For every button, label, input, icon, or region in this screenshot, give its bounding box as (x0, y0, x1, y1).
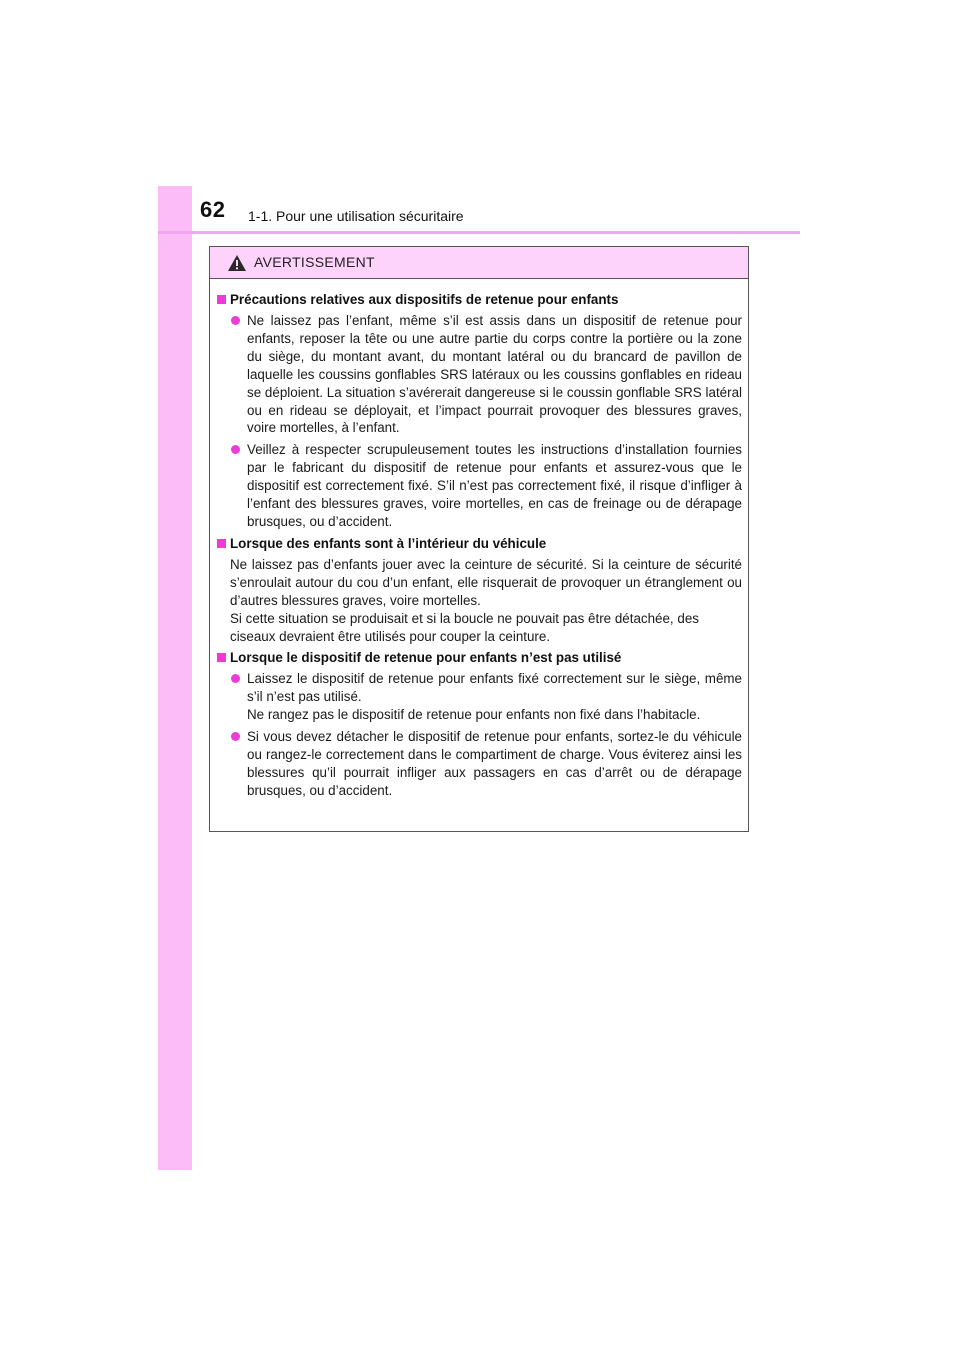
square-bullet-icon (217, 653, 226, 662)
section-heading (216, 291, 742, 309)
paragraph-text: Ne laissez pas d’enfants jouer avec la ceinture de sécurité. Si la ceinture de sécurité s’enroulait autour du cou d’un enfant, elle risquerait de provoquer un étranglement ou d’autres blessures graves, voire mortelles. (230, 556, 742, 608)
round-bullet-icon (231, 732, 240, 741)
list-item (216, 441, 742, 531)
list-item-text: Laissez le dispositif de retenue pour enfants fixé correctement sur le siège, même s’il n’est pas utilisé. (247, 671, 742, 705)
paragraph (216, 610, 742, 646)
section-heading (216, 535, 742, 553)
warning-box (209, 246, 749, 832)
list-item-text: Si vous devez détacher le dispositif de retenue pour enfants, sortez-le du véhicule ou rangez-le correctement dans le compartiment de charge. Vous éviterez ainsi les blessures qu’il pourrait infliger aux passagers en cas d’arrêt ou de dérapage brusques, ou d’accident. (247, 729, 742, 798)
warning-header (210, 247, 748, 279)
warning-triangle-icon (227, 254, 247, 272)
section-heading (216, 649, 742, 667)
section-heading-text: Lorsque des enfants sont à l’intérieur du véhicule (230, 535, 547, 551)
section-title: 1-1. Pour une utilisation sécuritaire (248, 208, 464, 224)
list-item-text-extra: Ne rangez pas le dispositif de retenue pour enfants non fixé dans l’habitacle. (247, 707, 701, 723)
list-item (216, 728, 742, 800)
round-bullet-icon (231, 316, 240, 325)
section-heading-text: Précautions relatives aux dispositifs de retenue pour enfants (230, 292, 619, 307)
section-heading-text: Lorsque le dispositif de retenue pour enfants n’est pas utilisé (230, 650, 622, 666)
square-bullet-icon (217, 539, 226, 548)
warning-label: AVERTISSEMENT (254, 254, 375, 270)
paragraph (216, 556, 742, 610)
square-bullet-icon (217, 295, 226, 304)
paragraph-text: Si cette situation se produisait et si la boucle ne pouvait pas être détachée, des ciseaux devraient être utilisés pour couper la ceinture. (230, 610, 699, 644)
list-item (216, 312, 742, 437)
page-number: 62 (200, 197, 226, 222)
side-color-strip (158, 186, 192, 1170)
list-item-text: Veillez à respecter scrupuleusement toutes les instructions d’installation fournies par le fabricant du dispositif de retenue pour enfants et assurez-vous que le dispositif est correctement fixé. S’il n’est pas correctement fixé, il risque d’infliger à l’enfant des blessures graves, voire mortelles, en cas de freinage ou de dérapage brusques, ou d’accident. (247, 442, 742, 529)
warning-content (210, 279, 748, 800)
round-bullet-icon (231, 674, 240, 683)
round-bullet-icon (231, 445, 240, 454)
list-item (216, 670, 742, 724)
list-item-text: Ne laissez pas l’enfant, même s’il est assis dans un dispositif de retenue pour enfants, reposer la tête ou une autre partie du corps contre la portière ou la zone du siège, du montant avant, du montant latéral ou du brancard de pavillon de laquelle les coussins gonflables SRS latéraux ou les coussins gonflables en rideau se déploient. La situation s’avérerait dangereuse si le coussin gonflable SRS latéral ou en rideau se déployait, et l’impact pourrait provoquer des blessures graves, voire mortelles, à l’enfant. (247, 313, 742, 436)
header-rule (158, 231, 800, 234)
